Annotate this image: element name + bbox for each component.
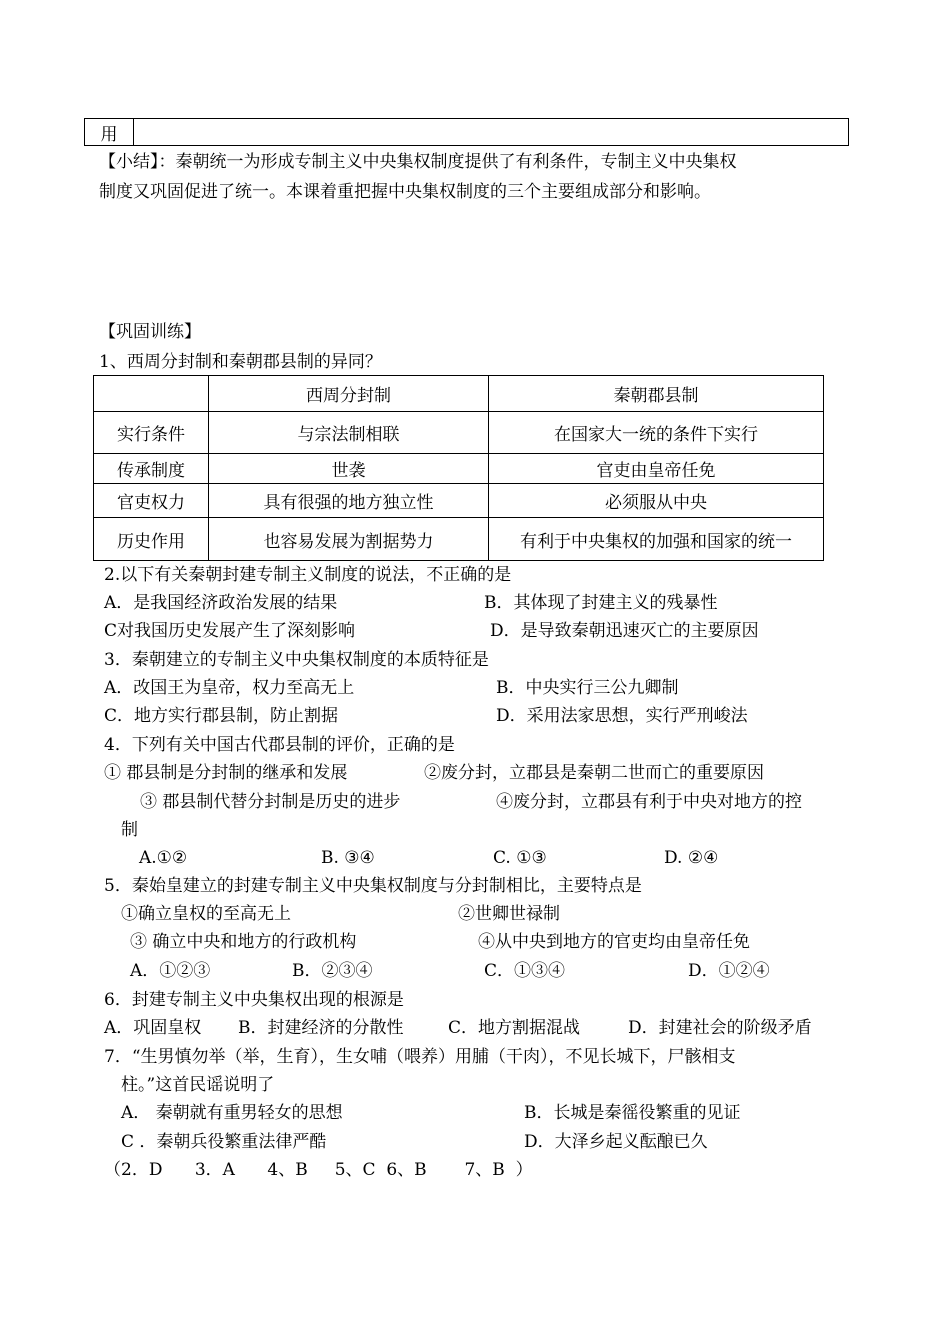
option: B．中央实行三公九卿制 xyxy=(496,678,679,698)
question-3: 3．秦朝建立的专制主义中央集权制度的本质特征是 xyxy=(104,650,489,670)
option: A．巩固皇权 xyxy=(104,1018,202,1038)
question-5: 5．秦始皇建立的封建专制主义中央集权制度与分封制相比，主要特点是 xyxy=(104,876,642,896)
compare-cell: 必须服从中央 xyxy=(489,484,824,518)
top-table xyxy=(84,118,849,146)
option: D．采用法家思想，实行严刑峻法 xyxy=(496,706,748,726)
option: C ．秦朝兵役繁重法律严酷 xyxy=(121,1132,327,1152)
option: D．大泽乡起义酝酿已久 xyxy=(524,1132,708,1152)
option: ③ 确立中央和地方的行政机构 xyxy=(130,932,357,952)
top-table-content-cell xyxy=(134,119,849,146)
option: D．①②④ xyxy=(688,961,770,981)
compare-cell: 与宗法制相联 xyxy=(209,412,489,454)
compare-row-label: 传承制度 xyxy=(94,454,209,484)
option: B．其体现了封建主义的残暴性 xyxy=(484,593,718,613)
compare-row-label: 实行条件 xyxy=(94,412,209,454)
compare-cell: 具有很强的地方独立性 xyxy=(209,484,489,518)
option: ③ 郡县制代替分封制是历史的进步 xyxy=(140,792,401,812)
option: A．①②③ xyxy=(130,961,211,981)
option: ②废分封，立郡县是秦朝二世而亡的重要原因 xyxy=(424,763,764,783)
option: ①确立皇权的至高无上 xyxy=(121,904,291,924)
compare-header-fenfeng: 西周分封制 xyxy=(209,376,489,412)
option: A.①② xyxy=(139,848,188,868)
option: C．地方实行郡县制，防止割据 xyxy=(104,706,339,726)
question-6: 6．封建专制主义中央集权出现的根源是 xyxy=(104,990,404,1010)
question-1: 1、西周分封制和秦朝郡县制的异同？ xyxy=(99,352,382,372)
question-4: 4．下列有关中国古代郡县制的评价，正确的是 xyxy=(104,735,455,755)
option: ④从中央到地方的官吏均由皇帝任免 xyxy=(478,932,750,952)
compare-cell: 在国家大一统的条件下实行 xyxy=(489,412,824,454)
option: A． 秦朝就有重男轻女的思想 xyxy=(121,1103,343,1123)
option: D．封建社会的阶级矛盾 xyxy=(628,1018,812,1038)
option: C．地方割据混战 xyxy=(448,1018,581,1038)
question-7-cont: 柱。”这首民谣说明了 xyxy=(121,1075,275,1095)
top-table-label-cell: 用 xyxy=(85,119,134,146)
option: ②世卿世禄制 xyxy=(458,904,560,924)
option: C．①③④ xyxy=(484,961,566,981)
option: B．封建经济的分散性 xyxy=(238,1018,404,1038)
option: D. ②④ xyxy=(664,848,719,868)
summary-line-2: 制度又巩固促进了统一。本课着重把握中央集权制度的三个主要组成部分和影响。 xyxy=(99,182,711,202)
compare-table xyxy=(93,375,824,561)
option: A．改国王为皇帝，权力至高无上 xyxy=(104,678,355,698)
option: B. ③④ xyxy=(321,848,375,868)
option: ④废分封，立郡县有利于中央对地方的控 xyxy=(496,792,802,812)
compare-row-label: 官吏权力 xyxy=(94,484,209,518)
compare-header-empty xyxy=(94,376,209,412)
option: A．是我国经济政治发展的结果 xyxy=(104,593,338,613)
practice-heading: 【巩固训练】 xyxy=(99,322,201,342)
question-2: 2.以下有关秦朝封建专制主义制度的说法，不正确的是 xyxy=(104,565,512,585)
compare-header-junxian: 秦朝郡县制 xyxy=(489,376,824,412)
option: C. ①③ xyxy=(493,848,547,868)
compare-cell: 有利于中央集权的加强和国家的统一 xyxy=(489,518,824,561)
compare-cell: 官吏由皇帝任免 xyxy=(489,454,824,484)
option: C对我国历史发展产生了深刻影响 xyxy=(104,621,356,641)
answer-key: （2．D 3．A 4、B 5、C 6、B 7、B ） xyxy=(104,1160,533,1180)
option: ① 郡县制是分封制的继承和发展 xyxy=(104,763,348,783)
option: B．长城是秦徭役繁重的见证 xyxy=(524,1103,741,1123)
question-7: 7．“生男慎勿举（举，生育），生女哺（喂养）用脯（干肉），不见长城下，尸骸相支 xyxy=(104,1047,736,1067)
option: B．②③④ xyxy=(292,961,373,981)
compare-cell: 也容易发展为割据势力 xyxy=(209,518,489,561)
compare-row-label: 历史作用 xyxy=(94,518,209,561)
option: D．是导致秦朝迅速灭亡的主要原因 xyxy=(490,621,759,641)
option: 制 xyxy=(121,820,138,840)
compare-cell: 世袭 xyxy=(209,454,489,484)
summary-line-1: 【小结】：秦朝统一为形成专制主义中央集权制度提供了有利条件，专制主义中央集权 xyxy=(99,152,737,172)
